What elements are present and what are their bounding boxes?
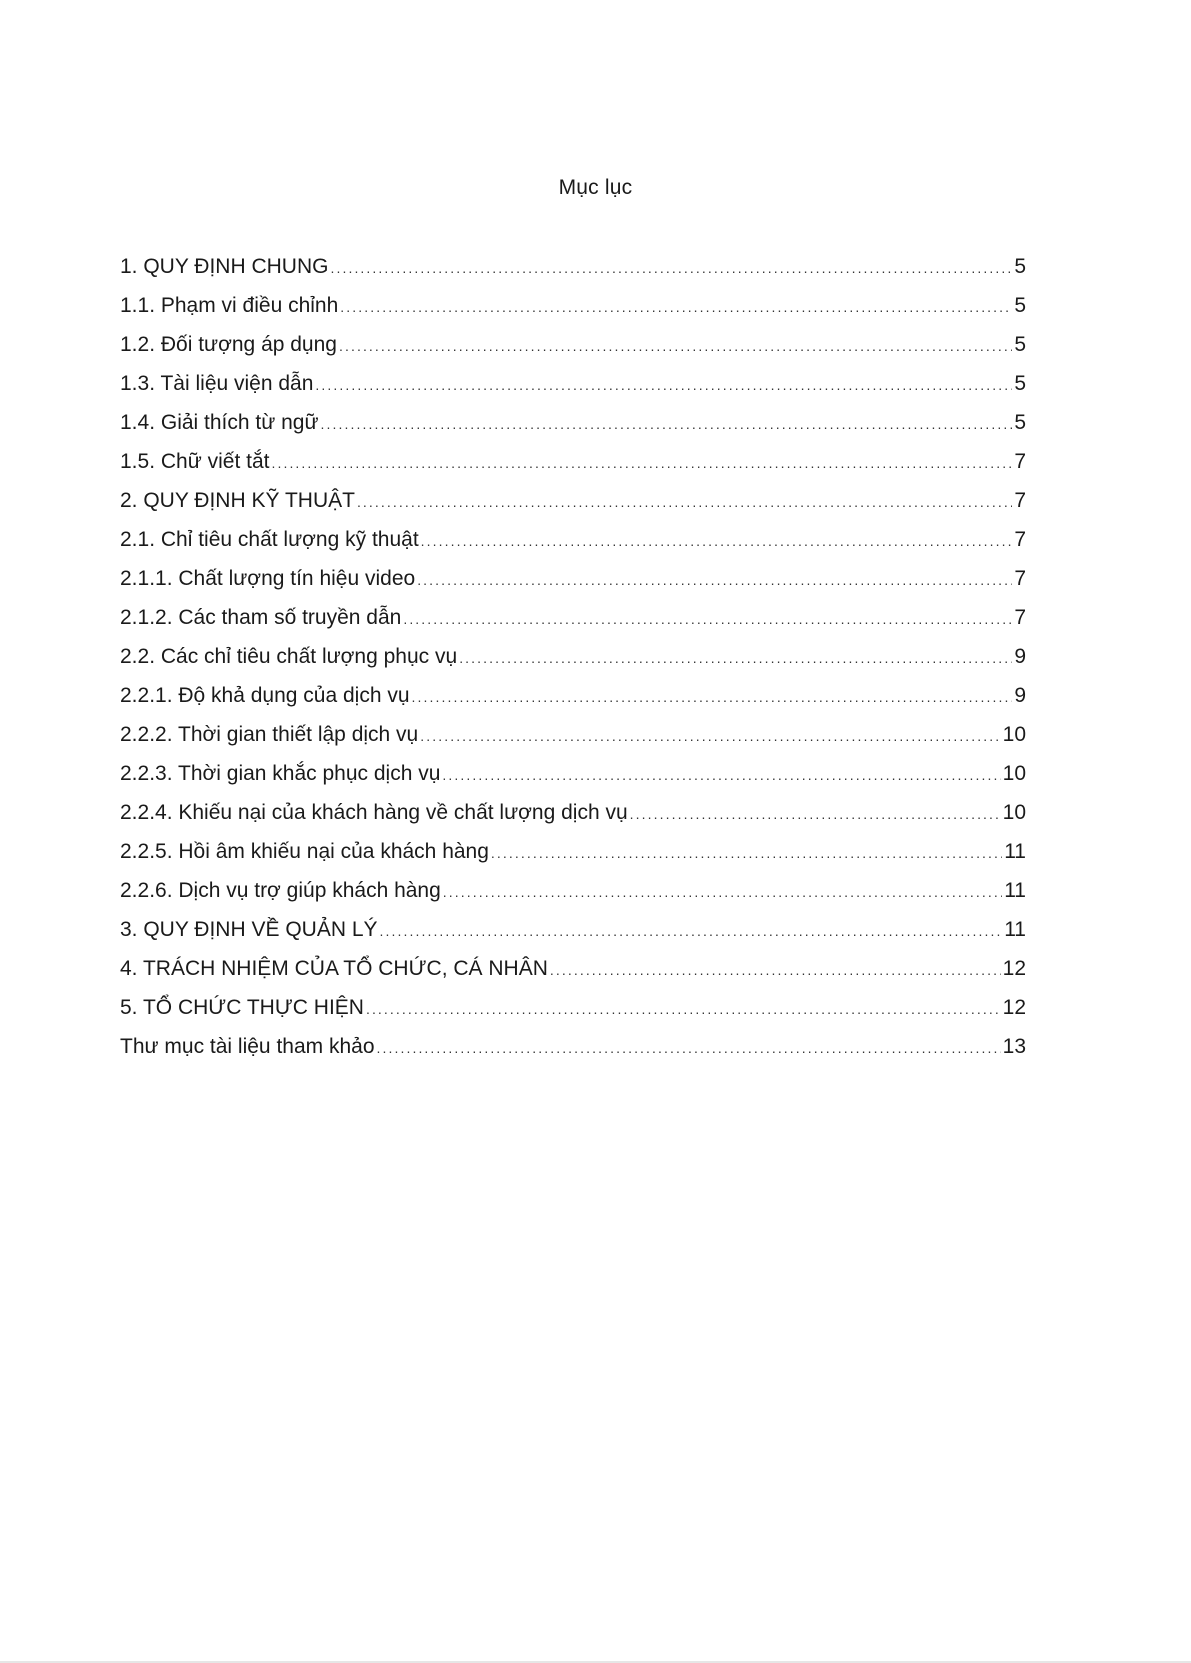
toc-entry-label: 2.1. Chỉ tiêu chất lượng kỹ thuật: [120, 528, 419, 551]
toc-entry-page: 10: [1002, 723, 1026, 746]
toc-entry[interactable]: [120, 527, 1026, 566]
toc-entry-page: 10: [1002, 801, 1026, 824]
toc-leader-dots: [443, 879, 1002, 905]
toc-leader-dots: [442, 762, 1000, 788]
toc-entry-page: 13: [1002, 1035, 1026, 1058]
toc-entry[interactable]: [120, 878, 1026, 917]
toc-entry[interactable]: [120, 917, 1026, 956]
toc-entry[interactable]: [120, 488, 1026, 527]
toc-leader-dots: [491, 840, 1002, 866]
toc-entry-label: 2.2. Các chỉ tiêu chất lượng phục vụ: [120, 645, 458, 668]
toc-entry[interactable]: [120, 995, 1026, 1034]
toc-entry-label: 2.2.1. Độ khả dụng của dịch vụ: [120, 684, 410, 707]
toc-entry-label: 1. QUY ĐỊNH CHUNG: [120, 255, 329, 278]
toc-entry-label: 2.2.6. Dịch vụ trợ giúp khách hàng: [120, 879, 441, 902]
toc-entry-page: 5: [1014, 255, 1026, 278]
toc-entry-label: 1.3. Tài liệu viện dẫn: [120, 372, 314, 395]
toc-entry-page: 7: [1014, 606, 1026, 629]
toc-entry-page: 7: [1014, 489, 1026, 512]
toc-entry-page: 10: [1002, 762, 1026, 785]
toc-entry-label: 2. QUY ĐỊNH KỸ THUẬT: [120, 489, 355, 512]
toc-entry[interactable]: [120, 293, 1026, 332]
toc-leader-dots: [550, 957, 1001, 983]
toc-leader-dots: [321, 411, 1012, 437]
toc-entry[interactable]: [120, 605, 1026, 644]
toc-leader-dots: [339, 333, 1012, 359]
toc-leader-dots: [271, 450, 1012, 476]
toc-entry-page: 11: [1004, 879, 1026, 902]
toc-entry-label: 1.4. Giải thích từ ngữ: [120, 411, 319, 434]
toc-entry-page: 9: [1014, 684, 1026, 707]
toc-entry[interactable]: [120, 761, 1026, 800]
toc-entry[interactable]: [120, 800, 1026, 839]
toc-entry-page: 7: [1014, 450, 1026, 473]
toc-entry-label: 2.2.4. Khiếu nại của khách hàng về chất lượng dịch vụ: [120, 801, 628, 824]
toc-entry-page: 5: [1014, 294, 1026, 317]
toc-entry[interactable]: [120, 722, 1026, 761]
toc-leader-dots: [315, 372, 1012, 398]
toc-entry[interactable]: [120, 410, 1026, 449]
toc-entry[interactable]: [120, 956, 1026, 995]
toc-leader-dots: [380, 918, 1003, 944]
toc-leader-dots: [421, 528, 1012, 554]
toc-entry-label: 2.1.2. Các tham số truyền dẫn: [120, 606, 402, 629]
toc-leader-dots: [459, 645, 1012, 671]
toc-entry-label: 2.2.5. Hồi âm khiếu nại của khách hàng: [120, 840, 489, 863]
toc-entry-label: 1.5. Chữ viết tắt: [120, 450, 270, 473]
toc-entry-label: 4. TRÁCH NHIỆM CỦA TỔ CHỨC, CÁ NHÂN: [120, 957, 548, 980]
toc-leader-dots: [377, 1035, 1001, 1061]
toc-entry-label: 1.2. Đối tượng áp dụng: [120, 333, 337, 356]
toc-entry[interactable]: [120, 254, 1026, 293]
toc-entry[interactable]: [120, 1034, 1026, 1073]
toc-leader-dots: [357, 489, 1012, 515]
toc-entry-page: 12: [1002, 996, 1026, 1019]
toc-entry-label: 2.1.1. Chất lượng tín hiệu video: [120, 567, 416, 590]
toc-entry[interactable]: [120, 566, 1026, 605]
toc-leader-dots: [630, 801, 1001, 827]
toc-entry-label: 1.1. Phạm vi điều chỉnh: [120, 294, 339, 317]
toc-entry-page: 11: [1004, 840, 1026, 863]
toc-leader-dots: [412, 684, 1012, 710]
toc-entry[interactable]: [120, 332, 1026, 371]
toc-entry-label: 2.2.3. Thời gian khắc phục dịch vụ: [120, 762, 441, 785]
toc-leader-dots: [403, 606, 1012, 632]
table-of-contents: [120, 254, 1026, 1073]
toc-entry[interactable]: [120, 644, 1026, 683]
toc-entry[interactable]: [120, 371, 1026, 410]
toc-entry-label: 2.2.2. Thời gian thiết lập dịch vụ: [120, 723, 419, 746]
toc-entry-page: 5: [1014, 411, 1026, 434]
page-title: Mục lục: [558, 176, 633, 199]
toc-leader-dots: [340, 294, 1012, 320]
toc-leader-dots: [366, 996, 1001, 1022]
toc-entry-label: Thư mục tài liệu tham khảo: [120, 1035, 375, 1058]
toc-entry-label: 5. TỔ CHỨC THỰC HIỆN: [120, 996, 364, 1019]
toc-entry[interactable]: [120, 683, 1026, 722]
toc-entry[interactable]: [120, 449, 1026, 488]
toc-entry-page: 5: [1014, 372, 1026, 395]
toc-entry-label: 3. QUY ĐỊNH VỀ QUẢN LÝ: [120, 918, 378, 941]
toc-entry-page: 5: [1014, 333, 1026, 356]
toc-leader-dots: [330, 255, 1012, 281]
toc-entry[interactable]: [120, 839, 1026, 878]
toc-entry-page: 12: [1002, 957, 1026, 980]
toc-entry-page: 7: [1014, 567, 1026, 590]
toc-entry-page: 9: [1014, 645, 1026, 668]
toc-leader-dots: [420, 723, 1000, 749]
toc-entry-page: 11: [1004, 918, 1026, 941]
toc-leader-dots: [417, 567, 1012, 593]
toc-entry-page: 7: [1014, 528, 1026, 551]
